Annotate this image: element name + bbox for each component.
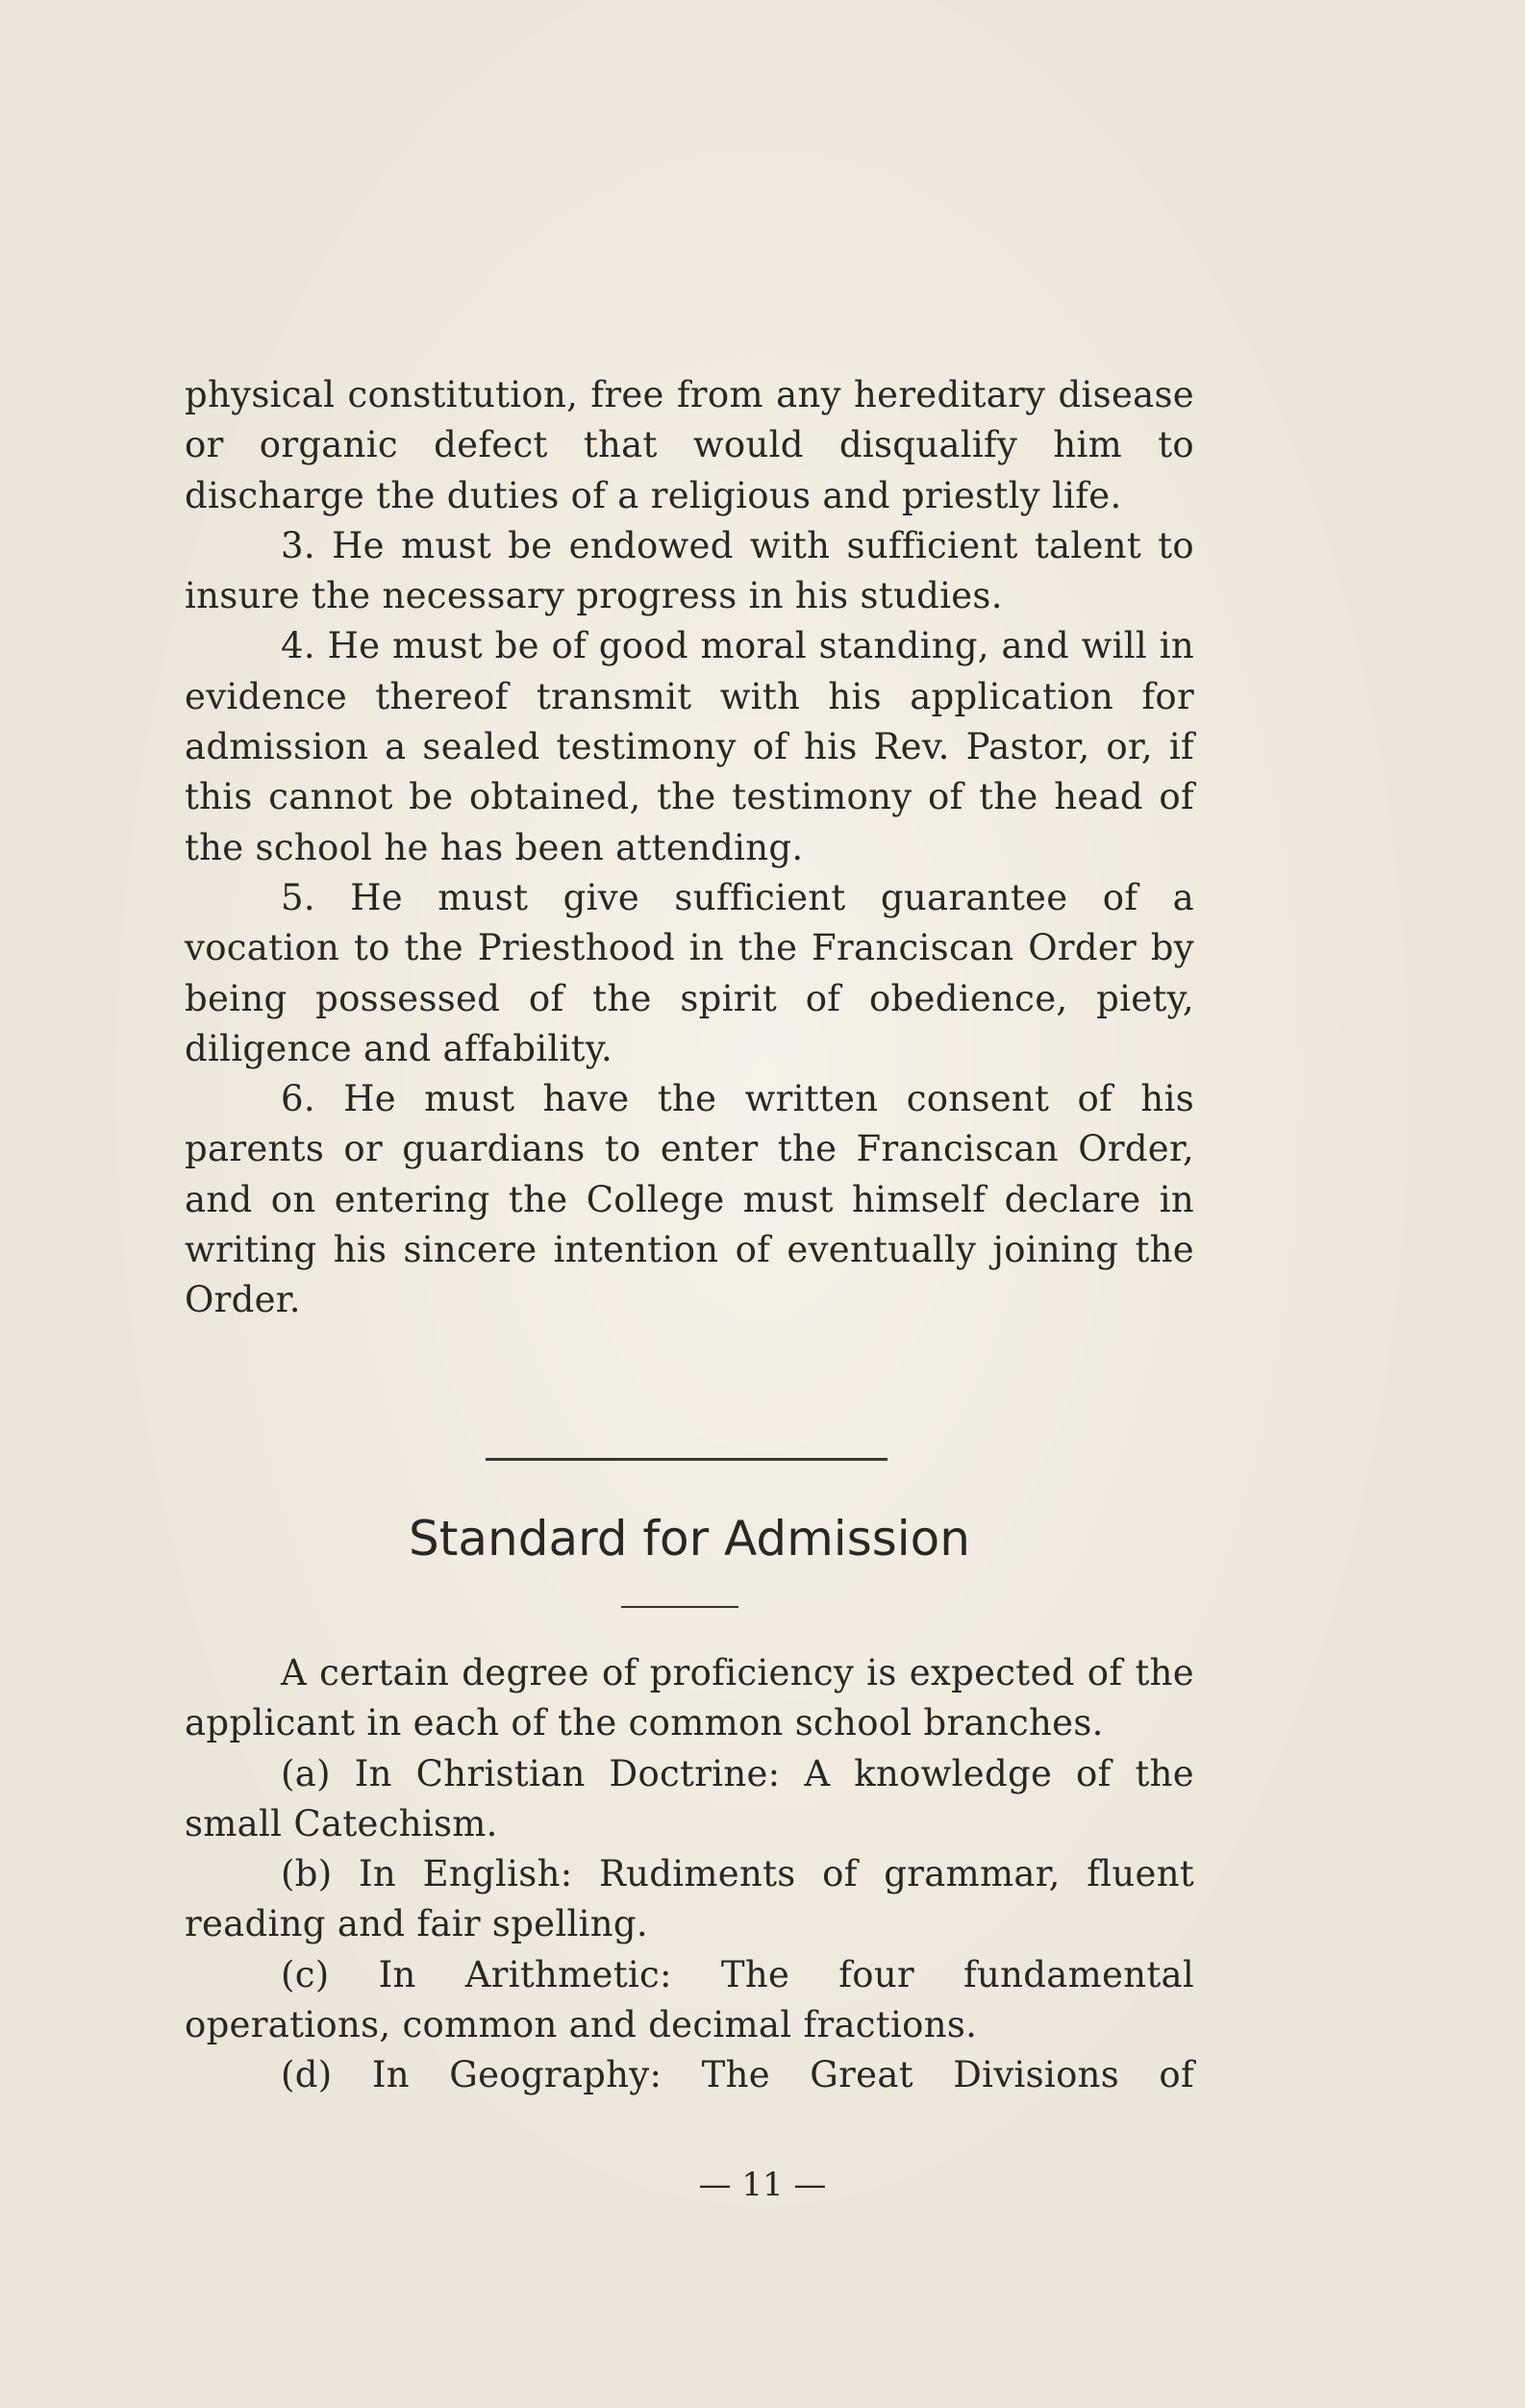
- paragraph-constitution: physical constitution, free from any hereditary disease or organic defect that would disqualify him to discharge the duties of a religious and priestly life.: [185, 374, 1194, 516]
- paragraph-requirement-4: 4. He must be of good moral standing, and will in evidence thereof transmit with his application for admission a sealed testimony of his Rev. Pastor, or, if this cannot be obtained, the testimony of the head of the school he has been attending.: [185, 625, 1194, 868]
- admission-standard-text: [185, 1648, 1194, 2101]
- paragraph-proficiency: A certain degree of proficiency is expected of the applicant in each of the common school branches.: [185, 1652, 1194, 1744]
- section-divider-long: [486, 1458, 888, 1461]
- paragraph-requirement-5: 5. He must give sufficient guarantee of a vocation to the Priesthood in the Franciscan Order by being possessed of the spirit of obedience, piety, diligence and affability.: [185, 876, 1194, 1069]
- paragraph-christian-doctrine: (a) In Christian Doctrine: A knowledge of the small Catechism.: [185, 1752, 1194, 1844]
- paragraph-requirement-6: 6. He must have the written consent of his parents or guardians to enter the Franciscan Order, and on entering the College must himself declare in writing his sincere intention of eventually joining the Order.: [185, 1078, 1194, 1321]
- requirements-text: [185, 370, 1194, 1326]
- page-number: — 11 —: [698, 2166, 827, 2204]
- paragraph-geography: (d) In Geography: The Great Divisions of: [281, 2054, 1194, 2096]
- paragraph-requirement-3: 3. He must be endowed with sufficient talent to insure the necessary progress in his studies.: [185, 524, 1194, 617]
- paragraph-arithmetic: (c) In Arithmetic: The four fundamental operations, common and decimal fractions.: [185, 1953, 1194, 2046]
- section-divider-short: [621, 1606, 738, 1608]
- paragraph-english: (b) In English: Rudiments of grammar, fluent reading and fair spelling.: [185, 1853, 1194, 1945]
- section-heading: Standard for Admission: [409, 1511, 970, 1567]
